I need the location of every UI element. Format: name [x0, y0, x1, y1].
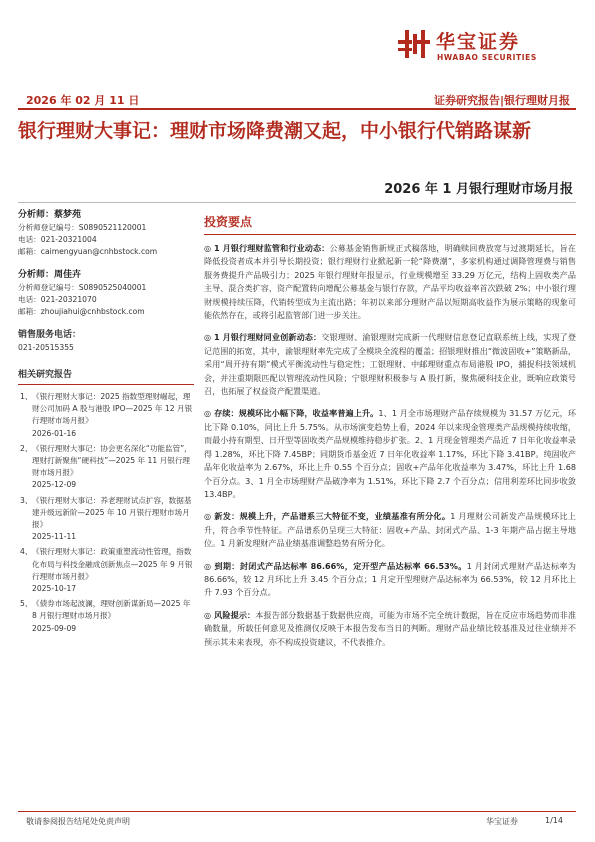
related-report-number: 2、 [20, 443, 33, 453]
key-point-body: 1 月理财公司新发产品规模环比上升，符合季节性特征。产品谱系仍呈现三大特征：固收+产品、封闭式产品、1-3 年期产品占据主导地位。1 月新发理财产品业绩基准调整趋势有所分化。 [204, 511, 576, 549]
related-report-title: 《债券市场起波澜，理财创新谋新局—2025 年 8 月银行理财市场月报》 [32, 599, 191, 621]
related-report-date: 2025-09-09 [32, 623, 77, 633]
analyst-cert: 分析师登记编号：S0890521120001 [18, 223, 147, 232]
related-report-number: 4、 [20, 547, 33, 557]
bullet-icon: ◎ [204, 609, 212, 620]
bullet-icon: ◎ [204, 243, 212, 253]
related-report-title: 《银行理财大事记：政策重塑流动性管理，指数化布局与科技金融成创新焦点—2025 年 9 月银行理财市场月报》 [32, 547, 193, 581]
sales-phone: 021-20515355 [18, 343, 74, 352]
hwabao-logo-icon [396, 26, 432, 62]
analyst-phone: 电话：021-20321070 [18, 295, 97, 304]
key-points-title: 投资要点 [204, 213, 576, 235]
key-point-heading: 1 月银行理财监管和行业动态： [214, 243, 330, 253]
bullet-icon: ◎ [204, 511, 212, 522]
key-point-heading: 1 月银行理财同业创新动态： [214, 332, 322, 343]
key-point-body: 1、1 月全市场理财产品存续规模为 31.57 万亿元，环比下降 0.10%，同比上升 5.75%。从市场演变趋势上看，2024 年以来现金管理类产品规模持续收缩，而最小持有期型、日开型等固收类产品规模维持稳步扩张。2、1 月现金管理类产品近 7 日年化收益率录得 1.28%，环比下降 7.45BP；同期货币基金近 7 日年化收益率 1.17%，环比下降 3.41BP。纯固收产品年化收益率为 2.67%，环比上升 0.55 个百分点；固收+产品年化收益率为 3.47%，环比上升 1.68 个百分点。3、1 月全市场理财产品破净率为 1.51%，环比下降 2.7 个百分点；信用利差环比同步收敛 13.4BP。 [204, 408, 576, 499]
related-report-date: 2025-12-09 [32, 480, 77, 490]
logo-name-en: HWABAO SECURITIES [437, 53, 537, 62]
key-point-heading: 存续：规模环比小幅下降，收益率普遍上升。 [214, 408, 379, 419]
report-header-bar [18, 88, 576, 110]
related-report-number: 1、 [20, 392, 33, 401]
related-report-item[interactable] [18, 391, 194, 428]
main-content [204, 213, 576, 658]
key-point-paragraph [204, 407, 576, 501]
analyst-card [18, 208, 194, 258]
sales-title: 销售服务电话： [18, 330, 82, 340]
related-reports-list [18, 391, 194, 635]
key-point-heading: 风险提示： [214, 609, 256, 620]
bullet-icon: ◎ [204, 332, 212, 343]
report-subtitle: 2026 年 1 月银行理财市场月报 [384, 182, 573, 197]
related-report-date: 2026-01-16 [32, 428, 77, 438]
related-report-number: 3、 [20, 495, 33, 505]
footer-brand: 华宝证券 [486, 817, 518, 826]
key-point-heading: 到期：封闭式产品达标率 86.66%，定开型产品达标率 66.53%。 [214, 560, 467, 571]
related-report-item[interactable] [18, 443, 194, 480]
key-point-paragraph [204, 331, 576, 398]
key-point-paragraph [204, 609, 576, 649]
bullet-icon: ◎ [204, 408, 212, 419]
analyst-phone: 电话：021-20321004 [18, 235, 97, 244]
bullet-icon: ◎ [204, 560, 212, 571]
key-point-body: 公募基金销售新规正式稿落地，明确赎回费放宽与过渡期延长，旨在降低投资者成本并引导长期投资；银行理财行业掀起新一轮“降费潮”，多家机构通过调降管理费与销售服务费提升产品吸引力；2025 年银行理财年报显示，行业规模增至 33.29 万亿元，结构上固收类产品主导、混合类扩容，资产配置转向增配公募基金与银行存款，产品平均收益率首次跌破 2%；中小银行理财规模持续压降，代销转型成为主流出路；年初以来部分理财产品以短期高收益作为展示策略的现象可能依然存在，或将引起监管部门进一步关注。 [204, 243, 576, 321]
logo-name-cn: 华宝证券 [436, 31, 521, 53]
key-point-heading: 新发：规模上升，产品谱系三大特征不变，业绩基准有所分化。 [214, 511, 451, 522]
title-divider [18, 202, 576, 203]
analyst-email[interactable]: 邮箱：caimengyuan@cnhbstock.com [18, 247, 158, 256]
related-report-item[interactable] [18, 495, 194, 532]
header-divider [18, 108, 576, 110]
related-report-date: 2025-10-17 [32, 584, 77, 594]
footer-disclaimer: 敬请参阅报告结尾处免责声明 [26, 817, 130, 826]
related-report-title: 《银行理财大事记：养老理财试点扩容，数据基建升级远新阶—2025 年 10 月银行理财市场月报》 [32, 495, 192, 530]
report-category: 证券研究报告|银行理财月报 [433, 94, 570, 107]
related-report-number: 5、 [20, 599, 33, 609]
report-title: 银行理财大事记：理财市场降费潮又起，中小银行代销路谋新 [18, 120, 532, 142]
related-report-item[interactable] [18, 546, 194, 583]
related-reports-title: 相关研究报告 [18, 368, 194, 385]
report-date: 2026 年 02 月 11 日 [26, 94, 140, 107]
footer-divider [18, 811, 576, 812]
key-point-body: 1 月封闭式理财产品达标率为 86.66%，较 12 月环比上升 3.45 个百分点；1 月定开型理财产品达标率为 66.53%，较 12 月环比上升 7.93 个百分点。 [204, 560, 576, 598]
key-point-paragraph [204, 560, 576, 600]
key-point-body: 本报告部分数据基于数据供应商，可能为市场不完全统计数据，旨在反应市场趋势而非准确数量，所载任何意见及推测仅反映于本报告发布当日的判断。理财产品业绩比较基准及过往业绩并不预示其未来表现，亦不构成投资建议，不代表推介。 [204, 609, 576, 647]
key-point-body: 交银理财、渝银理财完成新一代理财信息登记直联系统上线，实现了登记范围的拓宽，其中，渝银理财率先完成了全模块全流程的覆盖；招银理财推出“微波固收+”策略新品，采用“周开持有期”模式平衡流动性与稳定性；工银理财、中邮理财重点布局港股 IPO，捕捉科技领域机会，并注重期限匹配以管理流动性风险；宁银理财积极参与 A 股打新，聚焦硬科技企业，既响应政策号召，也拓展了权益资产配置渠道。 [204, 332, 576, 397]
key-point-paragraph [204, 510, 576, 550]
sidebar [18, 208, 194, 638]
analyst-card [18, 268, 194, 318]
related-report-title: 《银行理财大事记：2025 指数型理财崛起，理财公司加码 A 股与港股 IPO—2025 年 12 月银行理财市场月报》 [32, 392, 193, 426]
page-number: 1/14 [545, 816, 563, 825]
company-logo [396, 26, 576, 66]
analyst-name: 分析师：蔡梦苑 [18, 210, 82, 220]
analyst-cert: 分析师登记编号：S0890525040001 [18, 283, 147, 292]
related-report-title: 《银行理财大事记：协会更名深化“功能监管”，理财打新聚焦“硬科技”—2025 年 11 月银行理财市场月报》 [32, 443, 192, 478]
related-report-date: 2025-11-11 [32, 532, 77, 542]
related-report-item[interactable] [18, 598, 194, 622]
key-point-paragraph [204, 242, 576, 322]
analyst-email[interactable]: 邮箱：zhoujiahui@cnhbstock.com [18, 307, 145, 316]
analyst-name: 分析师：周佳卉 [18, 270, 82, 280]
